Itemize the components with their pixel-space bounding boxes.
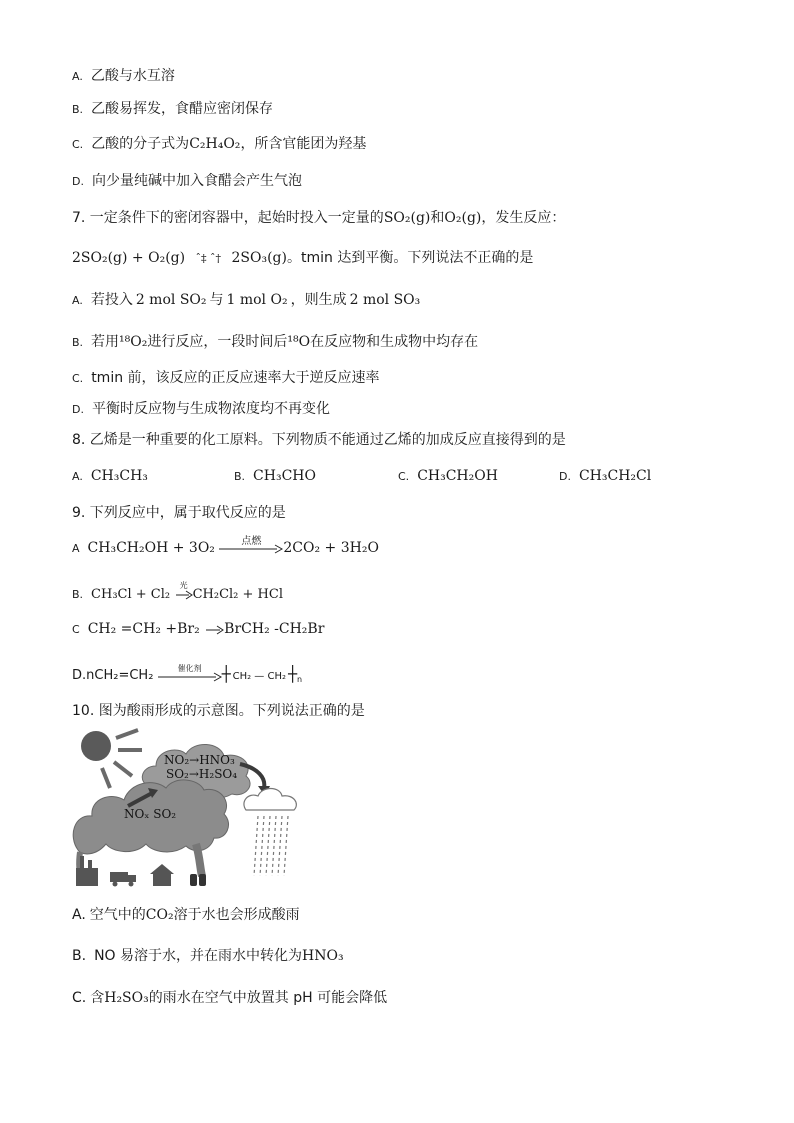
q8-option-b bbox=[234, 466, 316, 487]
q10-option-a bbox=[72, 905, 300, 925]
option-text: 的雨水在空气中放置其 pH 可能会降低 bbox=[148, 990, 388, 1006]
option-text: 空气中的 bbox=[89, 907, 146, 923]
arrow-icon bbox=[204, 619, 224, 639]
stem-text: 7. 一定条件下的密闭容器中，起始时投入一定量的 bbox=[72, 210, 384, 226]
bracket-right: ┼ bbox=[287, 665, 298, 683]
option-label: B. bbox=[234, 470, 246, 483]
q6-option-a bbox=[72, 66, 175, 87]
arrow-icon bbox=[219, 538, 283, 558]
option-text: 若投入 bbox=[90, 292, 133, 308]
acid-rain-illustration bbox=[68, 726, 308, 888]
equation-left: CH₃CH₂OH + 3O₂ bbox=[87, 540, 215, 556]
equation-right: CH₂Cl₂ + HCl bbox=[192, 587, 283, 602]
option-label: C. bbox=[72, 138, 84, 151]
option-text: 乙酸与水互溶 bbox=[90, 68, 175, 84]
polymer-n: n bbox=[297, 675, 303, 684]
polymer-unit: CH₂ — CH₂ bbox=[232, 671, 286, 682]
equation-right: 2CO₂ + 3H₂O bbox=[283, 540, 379, 556]
formula: CH₃CH₂Cl bbox=[578, 468, 652, 484]
option-text: 与 bbox=[209, 292, 224, 308]
option-label: A. bbox=[72, 294, 83, 307]
stem-text: ，发生反应： bbox=[481, 210, 566, 226]
arrow-icon bbox=[158, 666, 222, 686]
option-text: 若用 bbox=[91, 334, 120, 350]
option-label: A. bbox=[72, 470, 83, 483]
option-text: 进行反应，一段时间后 bbox=[147, 334, 288, 350]
stem-text: 和 bbox=[430, 210, 445, 226]
option-text: tmin 前，该反应的正反应速率大于逆反应速率 bbox=[91, 370, 380, 386]
option-text: ，所含官能团为羟基 bbox=[240, 136, 367, 152]
equation-right: BrCH₂ -CH₂Br bbox=[224, 621, 325, 637]
option-label: B. bbox=[72, 103, 84, 116]
option-label: D. bbox=[72, 668, 87, 683]
equation-left: CH₃Cl + Cl₂ bbox=[91, 587, 171, 602]
option-text: 乙酸的分子式为 bbox=[91, 136, 190, 152]
acid-rain-diagram bbox=[68, 726, 308, 888]
q7-option-a bbox=[72, 290, 420, 311]
q8-option-c bbox=[398, 466, 498, 487]
option-label: C. bbox=[398, 470, 410, 483]
reaction-arrow bbox=[175, 581, 193, 604]
rain-cloud-icon bbox=[244, 789, 296, 811]
option-text: 平衡时反应物与生成物浓度均不再变化 bbox=[91, 401, 330, 417]
equilibrium-arrow: ˆ‡ ˆ† bbox=[195, 252, 222, 265]
option-label: A. bbox=[72, 907, 86, 923]
formula: SO₂(g) bbox=[383, 210, 431, 226]
option-text: 向少量纯碱中加入食醋会产生气泡 bbox=[91, 173, 302, 189]
q8-stem: 8. 乙烯是一种重要的化工原料。下列物质不能通过乙烯的加成反应直接得到的是 bbox=[72, 432, 566, 448]
q9-option-a bbox=[72, 538, 379, 559]
q9-option-d bbox=[72, 664, 302, 687]
formula: ¹⁸O bbox=[287, 334, 311, 350]
equation-right: 2SO₃(g) bbox=[231, 250, 287, 266]
condition-label: 光 bbox=[179, 581, 188, 590]
formula: CH₃CH₂OH bbox=[417, 468, 498, 484]
q7-option-c bbox=[72, 368, 380, 389]
reaction-arrow bbox=[219, 538, 283, 558]
formula: CH₃CH₃ bbox=[90, 468, 148, 484]
q10-stem: 10. 图为酸雨形成的示意图。下列说法正确的是 bbox=[72, 703, 365, 719]
q9-stem: 9. 下列反应中，属于取代反应的是 bbox=[72, 505, 286, 521]
condition-label: 催化剂 bbox=[177, 663, 202, 673]
truck-icon bbox=[110, 872, 136, 887]
option-label: C. bbox=[72, 372, 84, 385]
formula: CO₂ bbox=[145, 907, 174, 923]
fig-label-low: NOₓ SO₂ bbox=[124, 807, 177, 821]
q10-option-c bbox=[72, 988, 387, 1008]
arrow-icon bbox=[175, 584, 193, 604]
sun-icon bbox=[81, 731, 111, 761]
option-label: B. bbox=[72, 588, 84, 601]
option-label: D. bbox=[72, 175, 84, 188]
q9-option-c bbox=[72, 619, 324, 640]
formula: C₂H₄O₂ bbox=[189, 136, 241, 152]
formula: 2 mol SO₂ bbox=[135, 292, 207, 308]
option-text: NO 易溶于水，并在雨水中转化为 bbox=[94, 948, 303, 964]
fig-label-top2: SO₂→H₂SO₄ bbox=[166, 767, 238, 781]
q7-stem bbox=[72, 208, 565, 228]
formula: CH₃CHO bbox=[253, 468, 316, 484]
option-label: B. bbox=[72, 948, 87, 964]
q7-equation bbox=[72, 248, 533, 269]
equation-left: CH₂ =CH₂ +Br₂ bbox=[87, 621, 200, 637]
reaction-arrow bbox=[204, 619, 224, 639]
formula: O₂(g) bbox=[444, 210, 482, 226]
formula: HNO₃ bbox=[302, 948, 344, 964]
formula: ¹⁸O₂ bbox=[119, 334, 148, 350]
formula: H₂SO₃ bbox=[104, 990, 149, 1006]
option-label: D. bbox=[559, 470, 571, 483]
q10-option-b bbox=[72, 946, 344, 966]
option-text: 含 bbox=[90, 990, 105, 1006]
q6-option-b bbox=[72, 99, 273, 120]
q9-option-b bbox=[72, 581, 283, 605]
option-label: C bbox=[72, 623, 80, 636]
q6-option-c bbox=[72, 134, 366, 155]
house-icon bbox=[150, 864, 174, 886]
option-text: ，则生成 bbox=[290, 292, 347, 308]
option-label: D. bbox=[72, 403, 84, 416]
option-label: A bbox=[72, 542, 80, 555]
reaction-arrow bbox=[158, 663, 222, 686]
q7-option-b bbox=[72, 332, 478, 353]
q7-option-d bbox=[72, 399, 330, 420]
option-text: 溶于水也会形成酸雨 bbox=[173, 907, 300, 923]
q8-option-d bbox=[559, 466, 651, 487]
equation-tail: 。tmin 达到平衡。下列说法不正确的是 bbox=[286, 250, 534, 266]
q8-option-a bbox=[72, 466, 148, 487]
bracket-left: ┼ bbox=[221, 665, 231, 683]
equation-left: 2SO₂(g) + O₂(g) bbox=[72, 250, 186, 266]
option-text: 乙酸易挥发，食醋应密闭保存 bbox=[91, 101, 274, 117]
q6-option-d bbox=[72, 171, 302, 192]
condition-label: 点燃 bbox=[241, 536, 262, 547]
rain-icon bbox=[254, 816, 288, 876]
option-label: B. bbox=[72, 336, 84, 349]
equation-left: nCH₂=CH₂ bbox=[86, 668, 154, 683]
fig-label-top1: NO₂→HNO₃ bbox=[164, 753, 235, 767]
option-label: C. bbox=[72, 990, 87, 1006]
formula: 1 mol O₂ bbox=[226, 292, 288, 308]
option-label: A. bbox=[72, 70, 83, 83]
option-text: 在反应物和生成物中均存在 bbox=[310, 334, 479, 350]
formula: 2 mol SO₃ bbox=[349, 292, 421, 308]
